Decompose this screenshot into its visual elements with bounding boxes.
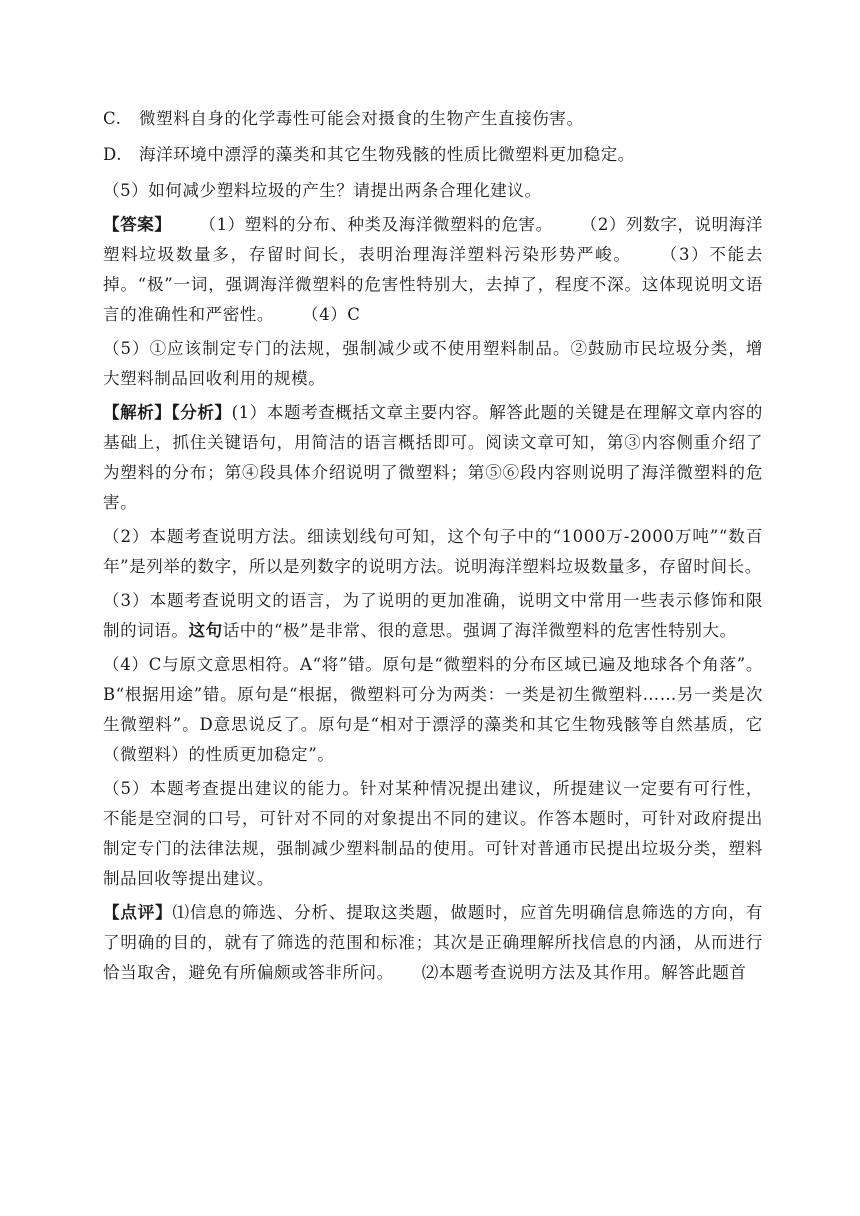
answer-2: （2）列数字，说明海洋塑料垃圾数量多，存留时间长，表明治理海洋塑料污染形势严峻。: [103, 215, 763, 264]
option-d: [103, 140, 763, 170]
analysis-3: [103, 586, 763, 646]
comment-label: 【点评】: [103, 903, 173, 922]
answer-1: （1）塑料的分布、种类及海洋微塑料的危害。: [199, 215, 553, 234]
document-content: [103, 104, 763, 992]
analysis-5: （5）本题考查提出建议的能力。针对某种情况提出建议，所提建议一定要有可行性，不能是空洞的口号，可针对不同的对象提出不同的建议。作答本题时，可针对政府提出制定专门的法律法规，强制减少塑料制品的使用。可针对普通市民提出垃圾分类，塑料制品回收等提出建议。: [103, 779, 763, 888]
answer-label: 【答案】: [103, 215, 172, 234]
comment-2: ⑵本题考查说明方法及其作用。解答此题首: [421, 963, 747, 982]
option-c-text: 微塑料自身的化学毒性可能会对摄食的生物产生直接伤害。: [139, 109, 584, 128]
option-d-text: 海洋环境中漂浮的藻类和其它生物残骸的性质比微塑料更加稳定。: [139, 145, 635, 164]
analysis-3-text-a: （3）本题考查说明文的语言，为了说明的更加准确，说明文中常用一些表示修饰和限制的词语。: [103, 591, 763, 640]
answer-block: [103, 210, 763, 330]
answer-5: （5）①应该制定专门的法规，强制减少或不使用塑料制品。②鼓励市民垃圾分类，增大塑料制品回收利用的规模。: [103, 339, 763, 388]
answer-3: （3）不能去掉。“极”一词，强调海洋微塑料的危害性特别大，去掉了，程度不深。这体现说明文语言的准确性和严密性。: [103, 245, 763, 324]
analysis-4: （4）C与原文意思相符。A“将”错。原句是“微塑料的分布区域已遍及地球各个角落”。B“根据用途”错。原句是“根据，微塑料可分为两类：一类是初生微塑料……另一类是次生微塑料”。D意思说反了。原句是“相对于漂浮的藻类和其它生物残骸等自然基质，它（微塑料）的性质更加稳定”。: [103, 655, 763, 764]
option-c: [103, 104, 763, 134]
analysis-label: 【解析】【分析】: [103, 403, 232, 422]
answer-4: （4）C: [302, 305, 361, 324]
question-5: （5）如何减少塑料垃圾的产生？请提出两条合理化建议。: [103, 181, 542, 200]
option-d-letter: D.: [103, 145, 123, 164]
comment-block: [103, 898, 763, 988]
analysis-1-text: (1）本题考查概括文章主要内容。解答此题的关键是在理解文章内容的基础上，抓住关键语句，用简洁的语言概括即可。阅读文章可知，第③内容侧重介绍了为塑料的分布；第④段具体介绍说明了微塑料；第⑤⑥段内容则说明了海洋微塑料的危害。: [103, 403, 763, 512]
comment-1: ⑴信息的筛选、分析、提取这类题，做题时，应首先明确信息筛选的方向，有了明确的目的，就有了筛选的范围和标准；其次是正确理解所找信息的内涵，从而进行恰当取舍，避免有所偏颇或答非所问。: [103, 903, 764, 982]
analysis-1: [103, 398, 763, 518]
option-c-letter: C.: [103, 109, 122, 128]
analysis-3-text-b: 话中的“极”是非常、很的意思。强调了海洋微塑料的危害性特别大。: [222, 621, 737, 640]
analysis-3-bold: 这句: [188, 621, 223, 640]
analysis-2: （2）本题考查说明方法。细读划线句可知，这个句子中的“1000万-2000万吨”“数百年”是列举的数字，所以是列数字的说明方法。说明海洋塑料垃圾数量多，存留时间长。: [103, 527, 763, 576]
